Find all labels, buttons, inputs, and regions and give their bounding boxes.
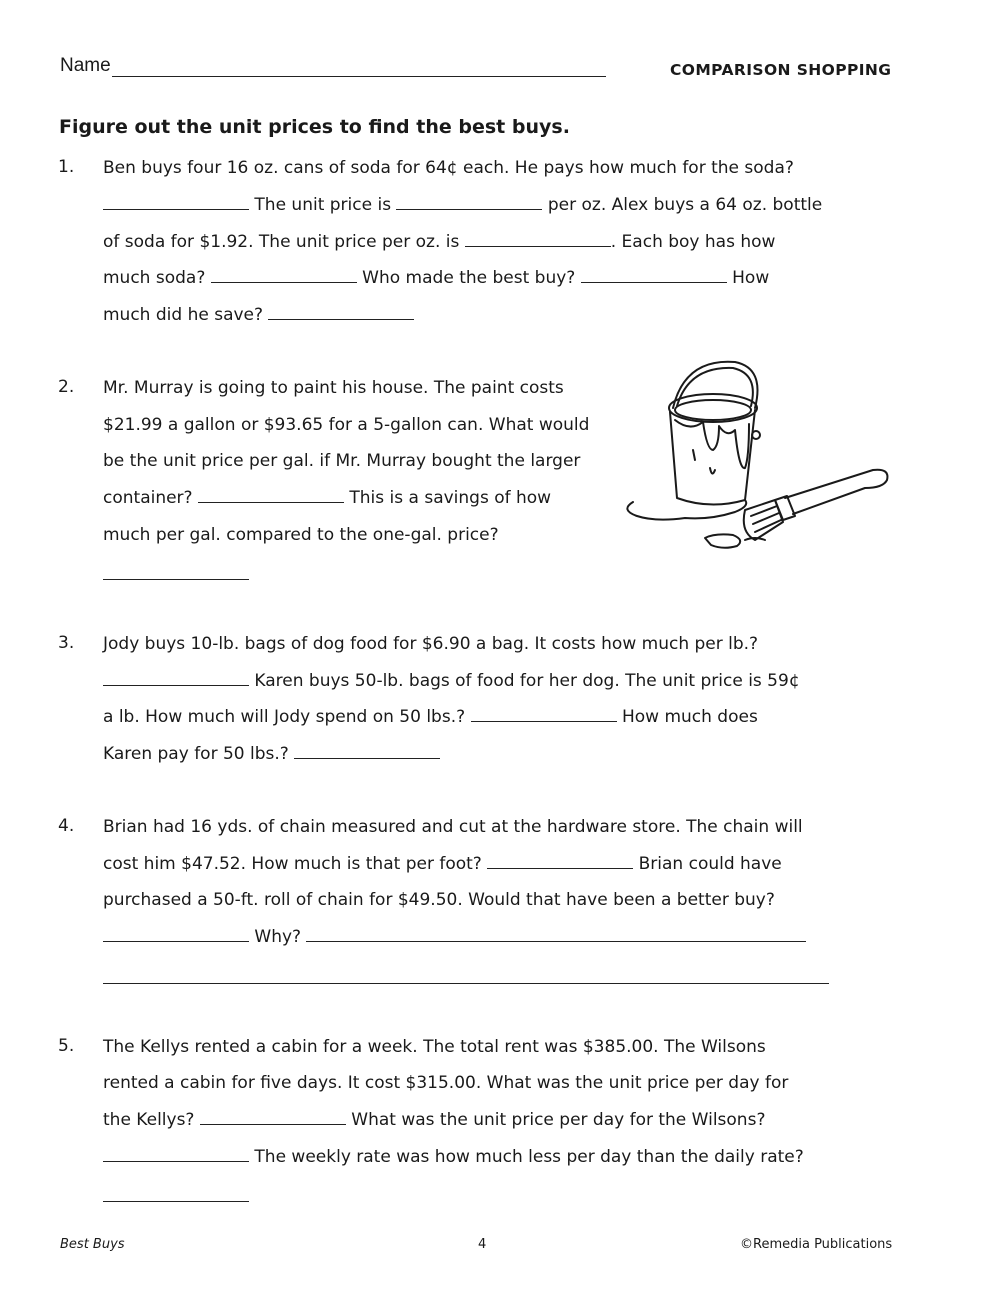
- answer-blank[interactable]: [103, 927, 249, 942]
- question-line: container? This is a savings of how: [103, 488, 552, 508]
- answer-blank[interactable]: [103, 671, 249, 686]
- instructions: Figure out the unit prices to find the best buys.: [59, 116, 570, 138]
- question-line: a lb. How much will Jody spend on 50 lbs.? How much does: [103, 707, 758, 727]
- answer-blank[interactable]: [103, 565, 249, 580]
- answer-blank[interactable]: [268, 305, 414, 320]
- question-line: cost him $47.52. How much is that per foot? Brian could have: [103, 854, 782, 874]
- footer-publisher: ©Remedia Publications: [740, 1237, 893, 1252]
- question-line: rented a cabin for five days. It cost $315.00. What was the unit price per day for: [103, 1073, 789, 1093]
- question-line: [103, 1186, 249, 1208]
- question-number: 1.: [58, 157, 75, 177]
- question-line: the Kellys? What was the unit price per day for the Wilsons?: [103, 1110, 766, 1130]
- question-line: The weekly rate was how much less per day than the daily rate?: [103, 1146, 804, 1168]
- answer-blank[interactable]: [103, 195, 249, 210]
- answer-blank-long[interactable]: [306, 927, 806, 942]
- question-line: Karen pay for 50 lbs.?: [103, 743, 440, 765]
- worksheet-title: COMPARISON SHOPPING: [670, 61, 892, 79]
- question-line: Karen buys 50-lb. bags of food for her dog. The unit price is 59¢: [103, 670, 800, 692]
- question-line: Ben buys four 16 oz. cans of soda for 64¢ each. He pays how much for the soda?: [103, 158, 794, 178]
- question-line: of soda for $1.92. The unit price per oz. is . Each boy has how: [103, 232, 776, 252]
- question-line: [103, 564, 249, 586]
- footer-book-title: Best Buys: [60, 1237, 125, 1252]
- answer-blank[interactable]: [198, 488, 344, 503]
- question-number: 5.: [58, 1036, 75, 1056]
- answer-blank[interactable]: [103, 1147, 249, 1162]
- question-line: Brian had 16 yds. of chain measured and cut at the hardware store. The chain will: [103, 817, 803, 837]
- question-line: much did he save?: [103, 304, 414, 326]
- answer-line-full[interactable]: [103, 983, 829, 984]
- question-number: 3.: [58, 633, 75, 653]
- question-line: Jody buys 10-lb. bags of dog food for $6.90 a bag. It costs how much per lb.?: [103, 634, 759, 654]
- answer-blank[interactable]: [471, 707, 617, 722]
- question-number: 4.: [58, 816, 75, 836]
- answer-blank[interactable]: [465, 232, 611, 247]
- question-number: 2.: [58, 377, 75, 397]
- answer-blank[interactable]: [581, 268, 727, 283]
- question-line: purchased a 50-ft. roll of chain for $49.50. Would that have been a better buy?: [103, 890, 775, 910]
- name-field-line[interactable]: [112, 76, 606, 77]
- question-line: The Kellys rented a cabin for a week. The total rent was $385.00. The Wilsons: [103, 1037, 766, 1057]
- question-line: be the unit price per gal. if Mr. Murray bought the larger: [103, 451, 581, 471]
- answer-blank[interactable]: [487, 854, 633, 869]
- paint-bucket-illustration: [615, 350, 900, 555]
- question-line: Why?: [103, 926, 806, 948]
- question-line: The unit price is per oz. Alex buys a 64 oz. bottle: [103, 194, 822, 216]
- answer-blank[interactable]: [396, 195, 542, 210]
- question-line: much per gal. compared to the one-gal. price?: [103, 525, 499, 545]
- answer-blank[interactable]: [103, 1187, 249, 1202]
- question-line: much soda? Who made the best buy? How: [103, 268, 770, 288]
- question-line: Mr. Murray is going to paint his house. The paint costs: [103, 378, 564, 398]
- page-number: 4: [478, 1237, 487, 1252]
- answer-blank[interactable]: [294, 744, 440, 759]
- name-label: Name: [60, 55, 111, 76]
- answer-blank[interactable]: [200, 1110, 346, 1125]
- answer-blank[interactable]: [211, 268, 357, 283]
- question-line: $21.99 a gallon or $93.65 for a 5-gallon can. What would: [103, 415, 590, 435]
